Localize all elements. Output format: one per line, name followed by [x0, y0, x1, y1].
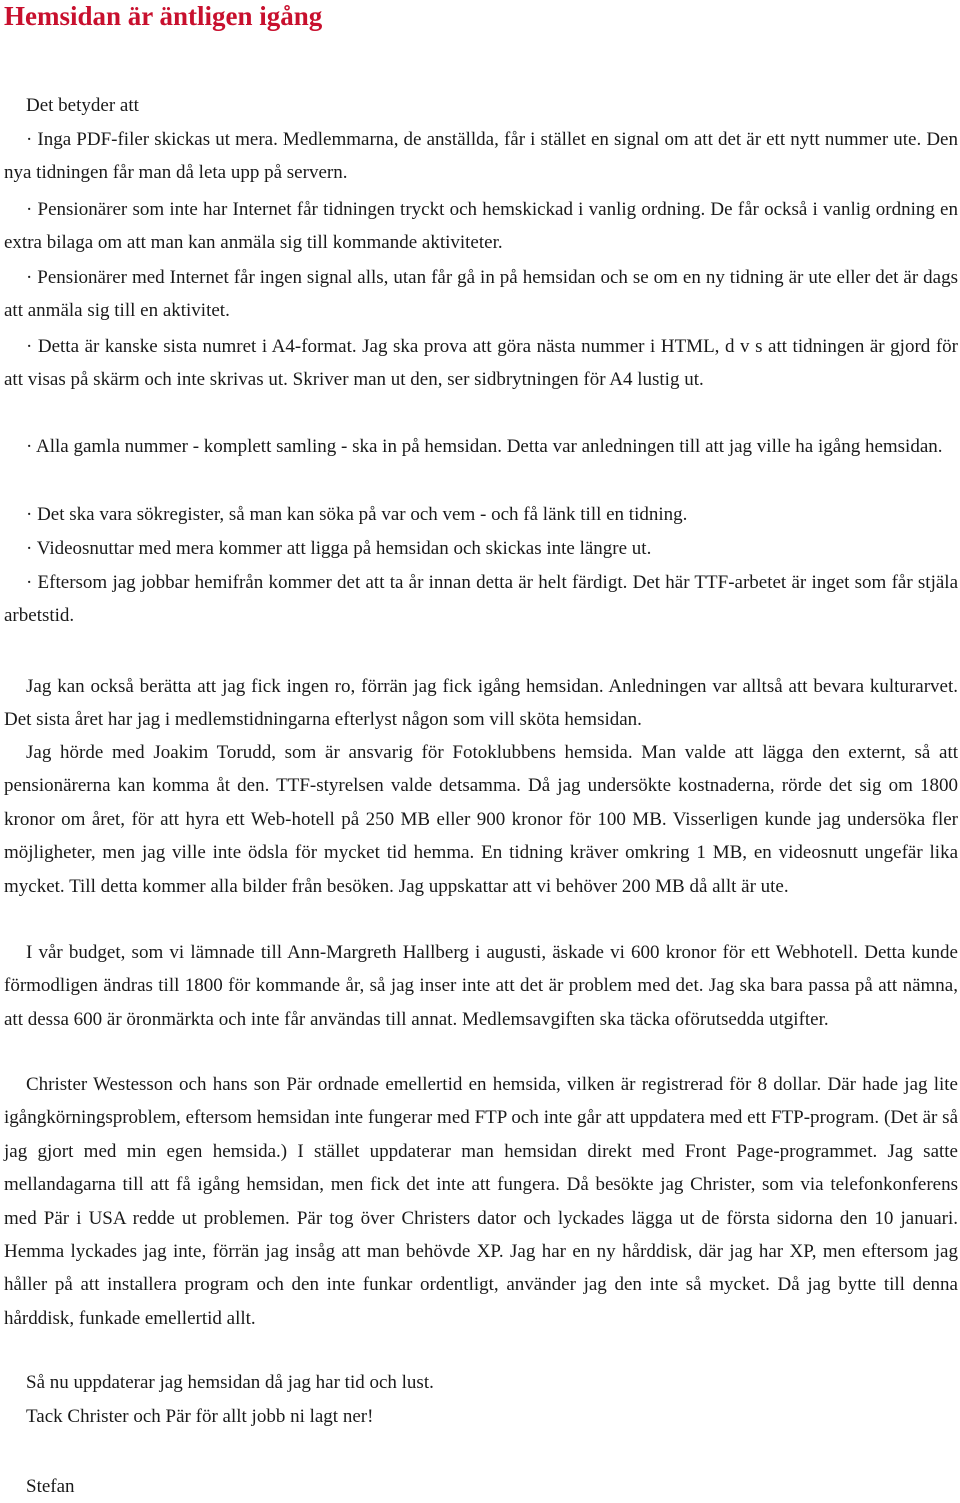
- bullet-item: · Eftersom jag jobbar hemifrån kommer det att ta år innan detta är helt färdigt. Det här TTF-arbetet är inget som får stjäla arbetstid.: [4, 572, 958, 627]
- body-paragraph: Tack Christer och Pär för allt jobb ni lagt ner!: [26, 1406, 374, 1427]
- bullet-item: · Inga PDF-filer skickas ut mera. Medlemmarna, de anställda, får i stället en signal om att det är ett nytt nummer ute. Den nya tidningen får man då leta upp på servern.: [4, 129, 958, 184]
- page-title: Hemsidan är äntligen igång: [4, 1, 323, 31]
- intro-text: Det betyder att: [26, 95, 139, 116]
- bullet-item: · Alla gamla nummer - komplett samling - ska in på hemsidan. Detta var anledningen till att jag ville ha igång hemsidan.: [26, 436, 943, 457]
- body-paragraph: Så nu uppdaterar jag hemsidan då jag har tid och lust.: [26, 1372, 434, 1393]
- bullet-item: · Det ska vara sökregister, så man kan söka på var och vem - och få länk till en tidning.: [26, 504, 688, 525]
- bullet-item: · Videosnuttar med mera kommer att ligga på hemsidan och skickas inte längre ut.: [26, 538, 652, 559]
- bullet-item: · Detta är kanske sista numret i A4-format. Jag ska prova att göra nästa nummer i HTML, d v s att tidningen är gjord för att visas på skärm och inte skrivas ut. Skriver man ut den, ser sidbrytningen för A4 lustig ut.: [4, 336, 958, 391]
- body-paragraph: Jag kan också berätta att jag fick ingen ro, förrän jag fick igång hemsidan. Anledningen var alltså att bevara kulturarvet. Det sista året har jag i medlemstidningarna efterlyst någon som vill sköta hemsidan.: [4, 676, 958, 731]
- body-paragraph: Jag hörde med Joakim Torudd, som är ansvarig för Fotoklubbens hemsida. Man valde att lägga den externt, så att pensionärerna kan komma åt den. TTF-styrelsen valde detsamma. Då jag undersökte kostnaderna, rörde det sig om 1800 kronor om året, för att hyra ett Web-hotell på 250 MB eller 900 kronor för 100 MB. Visserligen kunde jag undersöka fler möjligheter, men jag ville inte ödsla för mycket tid hemma. En tidning kräver omkring 1 MB, en videosnutt ungefär lika mycket. Till detta kommer alla bilder från besöken. Jag uppskattar att vi behöver 200 MB då allt är ute.: [4, 742, 958, 897]
- body-paragraph: Christer Westesson och hans son Pär ordnade emellertid en hemsida, vilken är registrerad för 8 dollar. Där hade jag lite igångkörningsproblem, eftersom hemsidan inte fungerar med FTP och inte går att uppdatera med ett FTP-program. (Det är så jag gjort med min egen hemsida.) I stället uppdaterar man hemsidan direkt med Front Page-programmet. Jag satte mellandagarna till att få igång hemsidan, men fick det inte att fungera. Då besökte jag Christer, som via telefonkonferens med Pär i USA redde ut problemen. Pär tog över Christers dator och lyckades lägga ut de första sidorna den 10 januari. Hemma lyckades jag inte, förrän jag insåg att man behövde XP. Jag har en ny hårddisk, där jag har XP, men eftersom jag håller på att installera program och den inte funkar ordentligt, använder jag den inte så mycket. Då jag bytte till denna hårddisk, funkade emellertid allt.: [4, 1074, 958, 1329]
- body-paragraph: I vår budget, som vi lämnade till Ann-Margreth Hallberg i augusti, äskade vi 600 kronor för ett Webhotell. Detta kunde förmodligen ändras till 1800 för kommande år, så jag inser inte att det är problem med det. Jag ska bara passa på att nämna, att dessa 600 är öronmärkta och inte får användas till annat. Medlemsavgiften ska täcka oförutsedda utgifter.: [4, 942, 958, 1030]
- bullet-item: · Pensionärer med Internet får ingen signal alls, utan får gå in på hemsidan och se om en ny tidning är ute eller det är dags att anmäla sig till en aktivitet.: [4, 267, 958, 322]
- signature: Stefan: [26, 1476, 75, 1497]
- bullet-item: · Pensionärer som inte har Internet får tidningen tryckt och hemskickad i vanlig ordning. De får också i vanlig ordning en extra bilaga om att man kan anmäla sig till kommande aktiviteter.: [4, 199, 958, 254]
